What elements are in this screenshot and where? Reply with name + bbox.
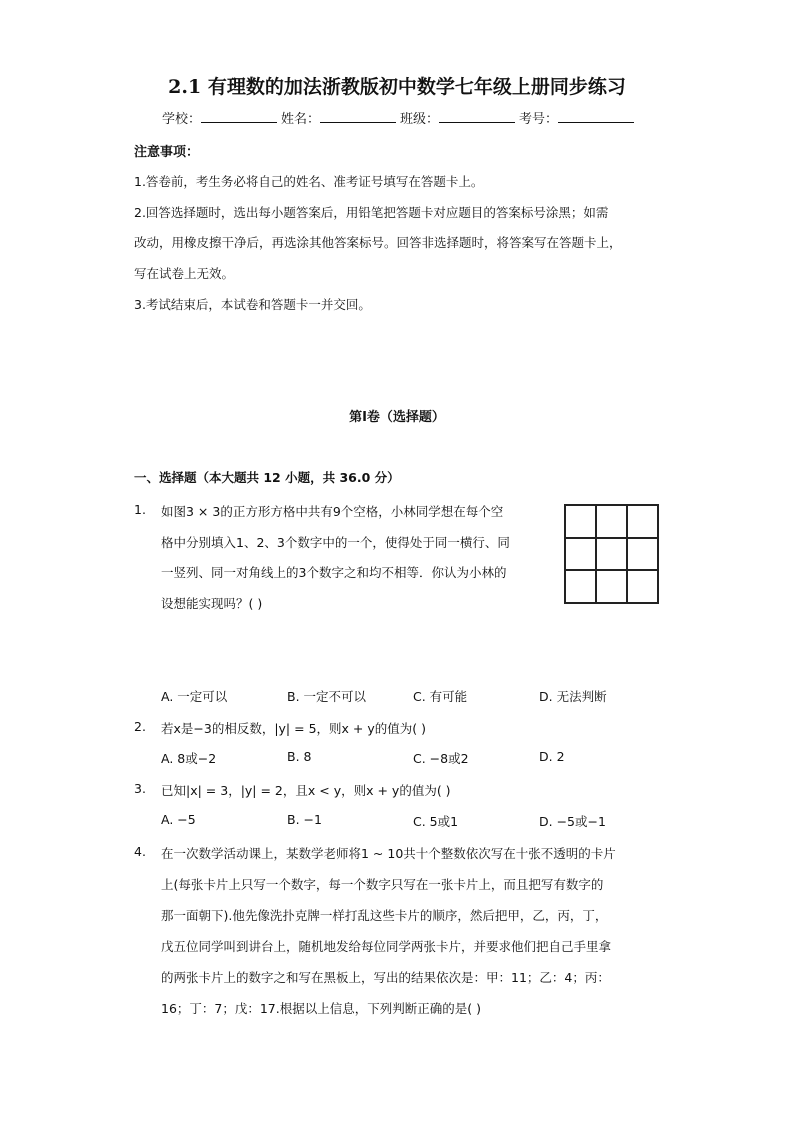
- grid-cell: [596, 505, 627, 538]
- question-line: 戊五位同学叫到讲台上，随机地发给每位同学两张卡片，并要求他们把自己手里拿: [161, 939, 612, 954]
- name-label: 姓名：: [281, 112, 321, 127]
- question-line: 的两张卡片上的数字之和写在黑板上，写出的结果依次是：甲：11；乙：4；丙：: [161, 970, 610, 985]
- option-a[interactable]: A. 8或−2: [161, 751, 217, 766]
- option-d[interactable]: D. −5或−1: [539, 814, 606, 829]
- notice-heading: 注意事项：: [134, 145, 200, 160]
- question-number: 4.: [134, 844, 146, 859]
- notice-item: 改动，用橡皮擦干净后，再选涂其他答案标号。回答非选择题时，将答案写在答题卡上，: [134, 235, 622, 250]
- question-line: 在一次数学活动课上，某数学老师将1 ~ 10共十个整数依次写在十张不透明的卡片: [161, 846, 616, 861]
- question-line: 设想能实现吗？( ): [161, 596, 263, 611]
- option-b[interactable]: B. 8: [287, 749, 312, 764]
- question-number: 2.: [134, 719, 146, 734]
- grid-cell: [627, 570, 658, 603]
- question-line: 那一面朝下).他先像洗扑克牌一样打乱这些卡片的顺序，然后把甲，乙，丙，丁，: [161, 908, 608, 923]
- question-number: 3.: [134, 781, 146, 796]
- notice-item: 3.考试结束后，本试卷和答题卡一并交回。: [134, 297, 371, 312]
- notice-item: 1.答卷前，考生务必将自己的姓名、准考证号填写在答题卡上。: [134, 174, 484, 189]
- option-b[interactable]: B. 一定不可以: [287, 689, 367, 704]
- section-title: 第Ⅰ卷（选择题）: [349, 410, 445, 425]
- question-line: 一竖列、同一对角线上的3个数字之和均不相等．你认为小林的: [161, 565, 507, 580]
- question-line: 格中分别填入1、2、3个数字中的一个，使得处于同一横行、同: [161, 535, 510, 550]
- grid-cell: [596, 538, 627, 571]
- grid-cell: [627, 505, 658, 538]
- exam-number-label: 考号：: [519, 112, 559, 127]
- document-title: 2.1 有理数的加法浙教版初中数学七年级上册同步练习: [168, 76, 626, 98]
- class-blank[interactable]: [439, 108, 515, 123]
- option-c[interactable]: C. 5或1: [413, 814, 459, 829]
- option-d[interactable]: D. 2: [539, 749, 565, 764]
- grid-cell: [627, 538, 658, 571]
- option-d[interactable]: D. 无法判断: [539, 689, 607, 704]
- school-label: 学校：: [162, 112, 202, 127]
- option-a[interactable]: A. 一定可以: [161, 689, 228, 704]
- grid-cell: [565, 570, 596, 603]
- question-line: 16；丁：7；戊：17.根据以上信息，下列判断正确的是( ): [161, 1001, 481, 1016]
- grid-cell: [565, 538, 596, 571]
- question-line: 已知|x| = 3，|y| = 2，且x < y，则x + y的值为( ): [161, 783, 451, 798]
- question-number: 1.: [134, 502, 146, 517]
- option-c[interactable]: C. −8或2: [413, 751, 469, 766]
- question-line: 如图3 × 3的正方形方格中共有9个空格，小林同学想在每个空: [161, 504, 504, 519]
- part-title: 一、选择题（本大题共 12 小题，共 36.0 分）: [134, 470, 400, 485]
- option-c[interactable]: C. 有可能: [413, 689, 468, 704]
- notice-item: 写在试卷上无效。: [134, 266, 235, 281]
- question-line: 若x是−3的相反数，|y| = 5，则x + y的值为( ): [161, 721, 426, 736]
- student-info-row: [162, 108, 638, 127]
- grid-cell: [596, 570, 627, 603]
- question-line: 上(每张卡片上只写一个数字，每一个数字只写在一张卡片上，而且把写有数字的: [161, 877, 604, 892]
- grid-cell: [565, 505, 596, 538]
- school-blank[interactable]: [201, 108, 277, 123]
- option-b[interactable]: B. −1: [287, 812, 322, 827]
- class-label: 班级：: [400, 112, 440, 127]
- name-blank[interactable]: [320, 108, 396, 123]
- notice-item: 2.回答选择题时，选出每小题答案后，用铅笔把答题卡对应题目的答案标号涂黑；如需: [134, 205, 609, 220]
- exam-number-blank[interactable]: [558, 108, 634, 123]
- option-a[interactable]: A. −5: [161, 812, 196, 827]
- three-by-three-grid-figure: [564, 504, 659, 604]
